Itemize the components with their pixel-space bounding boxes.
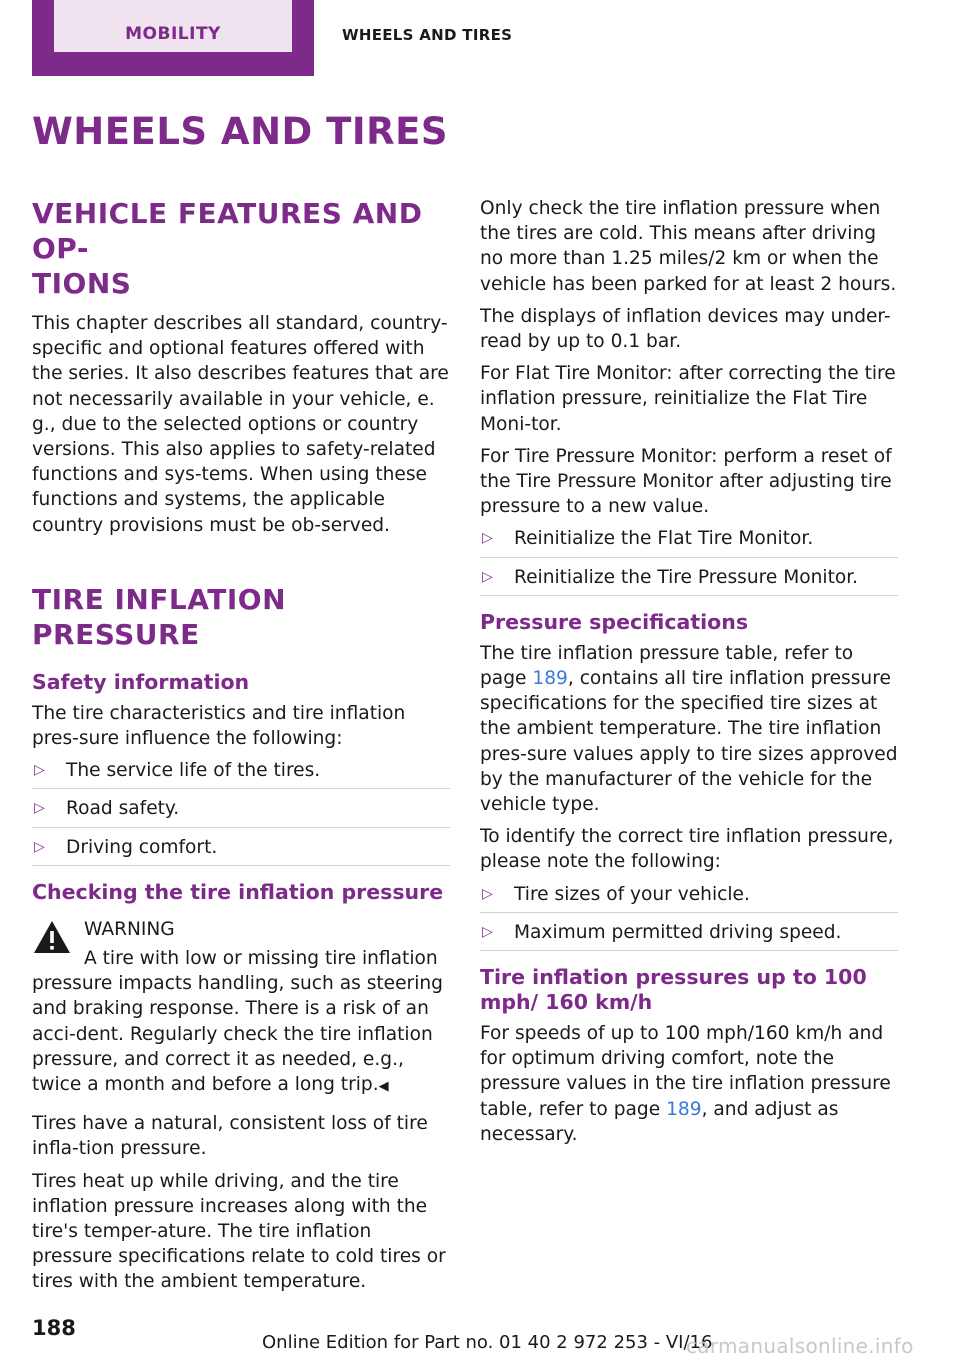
safety-heading: Safety information — [32, 669, 250, 694]
triangle-right-icon: ▷ — [482, 568, 493, 585]
cold-text: Only check the tire inflation pressure when the tires are cold. This means after driving no more than 1.25 miles/2 km or when the vehicle has been parked for at least 2 hours. — [480, 198, 897, 295]
warning-triangle-icon — [32, 919, 72, 955]
triangle-right-icon: ▷ — [34, 800, 45, 817]
page-number: 188 — [32, 1316, 76, 1340]
page-link[interactable]: 189 — [666, 1098, 702, 1120]
speed-text: For speeds of up to 100 mph/160 km/h and for optimum driving comfort, note the pressure values in the tire inflation pressure table, refer to page 189, and adjust as necessary. — [480, 1023, 891, 1145]
list-item: ▷ The service life of the tires. — [32, 758, 450, 789]
list-item: ▷ Tire sizes of your vehicle. — [480, 882, 898, 913]
warning-block — [32, 917, 450, 942]
section-header: WHEELS AND TIRES — [342, 26, 513, 44]
warning-label: WARNING — [84, 918, 175, 940]
page-link[interactable]: 189 — [532, 668, 568, 690]
list-item: ▷ Driving comfort. — [32, 835, 450, 866]
warning-text: A tire with low or missing tire inflation pressure impacts handling, such as steering and braking response. There is a risk of an acci-dent. Regularly check the tire inflation pressure, and correct it as needed, e.g., twice a month and before a long trip.◀ — [32, 948, 443, 1096]
chapter-tab — [32, 0, 314, 76]
checking-heading: Checking the tire inflation pressure — [32, 879, 444, 904]
monitor-bullet-list — [480, 526, 898, 595]
loss-text: Tires have a natural, consistent loss of tire infla-tion pressure. — [32, 1113, 428, 1160]
features-heading-line1: VEHICLE FEATURES AND OP- — [32, 197, 423, 265]
left-column — [32, 196, 450, 1302]
safety-text: The tire characteristics and tire inflation pres-sure influence the following: — [32, 702, 406, 750]
features-heading-line2: TIONS — [32, 267, 132, 300]
triangle-right-icon: ▷ — [34, 762, 45, 779]
heat-text: Tires heat up while driving, and the tire inflation pressure increases along with the tire's temper-ature. The tire inflation pressure specifications relate to cold tires or tires with the ambient temperature. — [32, 1170, 446, 1293]
chapter-tab-label: MOBILITY — [54, 0, 292, 52]
safety-bullet-list — [32, 758, 450, 866]
edition-text: Online Edition for Part no. 01 40 2 972 253 - VI/16 — [262, 1332, 713, 1353]
page-title: WHEELS AND TIRES — [32, 110, 449, 153]
triangle-right-icon: ▷ — [34, 838, 45, 855]
triangle-right-icon: ▷ — [482, 530, 493, 547]
right-column — [480, 196, 898, 1154]
spec-text: The tire inflation pressure table, refer to page 189, contains all tire inflation pressure specifications for the specified tire sizes at the ambient temperature. The tire inflation pres-sure values apply to tire sizes approved by the manufacturer of the vehicle for the vehicle type. — [480, 642, 898, 816]
list-item: ▷ Reinitialize the Flat Tire Monitor. — [480, 526, 898, 557]
tpm-text: For Tire Pressure Monitor: perform a reset of the Tire Pressure Monitor after adjusting tire pressure to a new value. — [480, 445, 892, 518]
list-item: ▷ Reinitialize the Tire Pressure Monitor. — [480, 565, 898, 596]
spec-heading: Pressure specifications — [480, 609, 749, 634]
displays-text: The displays of inflation devices may under-read by up to 0.1 bar. — [480, 305, 891, 353]
list-item: ▷ Maximum permitted driving speed. — [480, 920, 898, 951]
identify-text: To identify the correct tire inflation pressure, please note the following: — [480, 826, 894, 873]
triangle-right-icon: ▷ — [482, 885, 493, 902]
flat-monitor-text: For Flat Tire Monitor: after correcting the tire inflation pressure, reinitialize the Flat Tire Moni-tor. — [480, 363, 896, 435]
identify-bullet-list — [480, 882, 898, 951]
watermark: carmanualsonline.info — [686, 1334, 914, 1358]
list-item: ▷ Road safety. — [32, 796, 450, 827]
end-mark-icon: ◀ — [378, 1079, 389, 1095]
speed-heading: Tire inflation pressures up to 100 mph/ 160 km/h — [480, 965, 867, 1015]
pressure-heading: TIRE INFLATION PRESSURE — [32, 582, 287, 651]
features-heading — [32, 196, 450, 301]
triangle-right-icon: ▷ — [482, 923, 493, 940]
features-text: This chapter describes all standard, country-specific and optional features offered with the series. It also describes features that are not necessarily available in your vehicle, e. g., due to the selected options or country versions. This also applies to safety-related functions and sys-tems. When using these functions and systems, the applicable country provisions must be ob-served. — [32, 313, 449, 536]
